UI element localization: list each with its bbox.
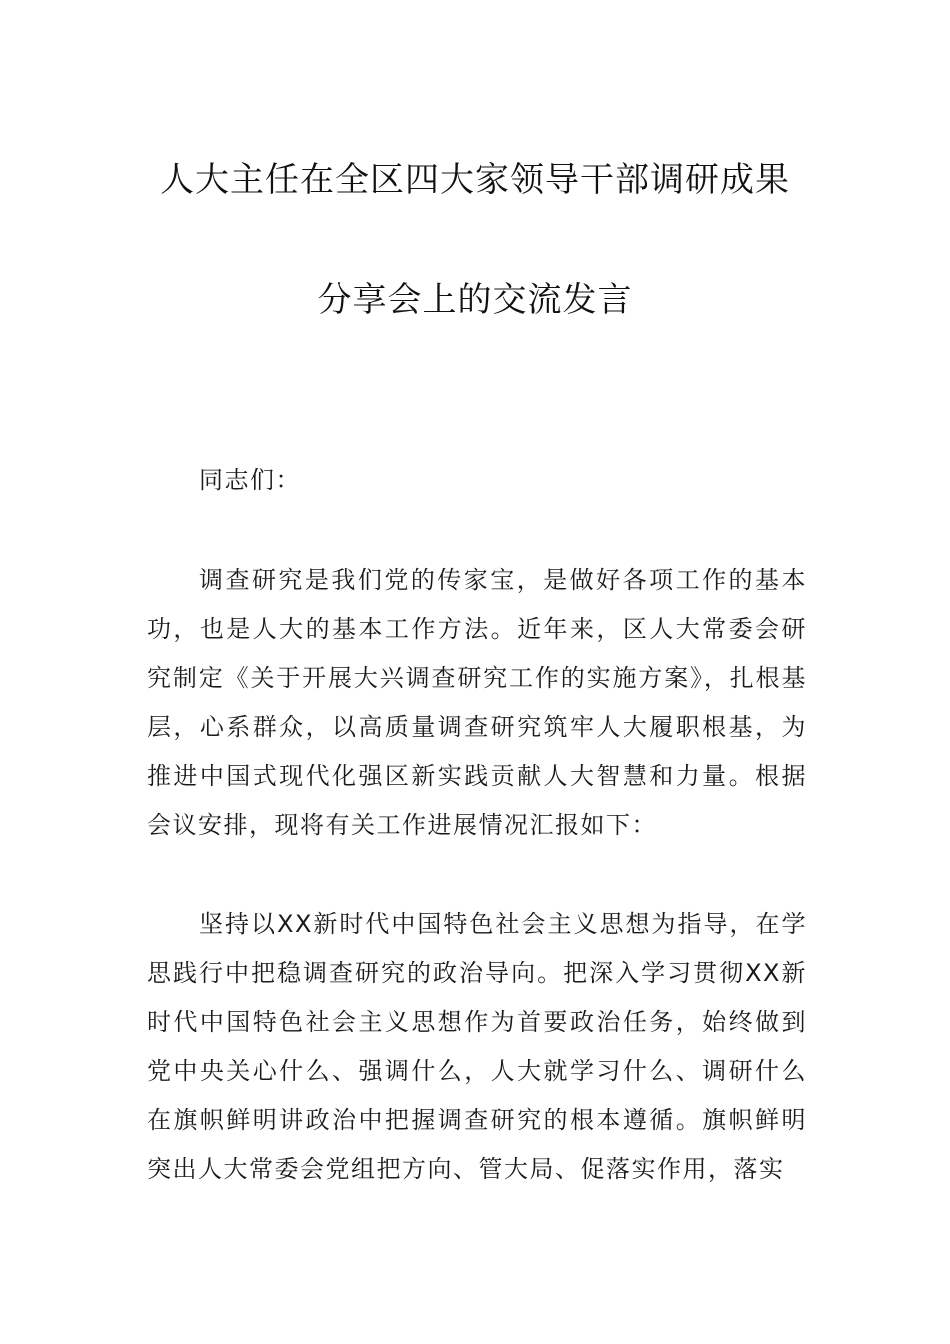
paragraph-1: 调查研究是我们党的传家宝，是做好各项工作的基本功，也是人大的基本工作方法。近年来，区人大常委会研究制定《关于开展大兴调查研究工作的实施方案》，扎根基层，心系群众，以高质量调查研究筑牢人大履职根基，为推进中国式现代化强区新实践贡献人大智慧和力量。根据会议安排，现将有关工作进展情况汇报如下：: [147, 566, 807, 839]
paragraph-2: 坚持以XX新时代中国特色社会主义思想为指导，在学思践行中把稳调查研究的政治导向。把深入学习贯彻XX新时代中国特色社会主义思想作为首要政治任务，始终做到党中央关心什么、强调什么，人大就学习什么、调研什么在旗帜鲜明讲政治中把握调查研究的根本遵循。旗帜鲜明突出人大常委会党组把方向、管大局、促落实作用，落实: [147, 910, 807, 1183]
greeting: 同志们：: [199, 466, 301, 494]
document-title-line-2: 分享会上的交流发言: [317, 280, 633, 320]
document-title-line-1: 人大主任在全区四大家领导干部调研成果: [160, 160, 790, 200]
